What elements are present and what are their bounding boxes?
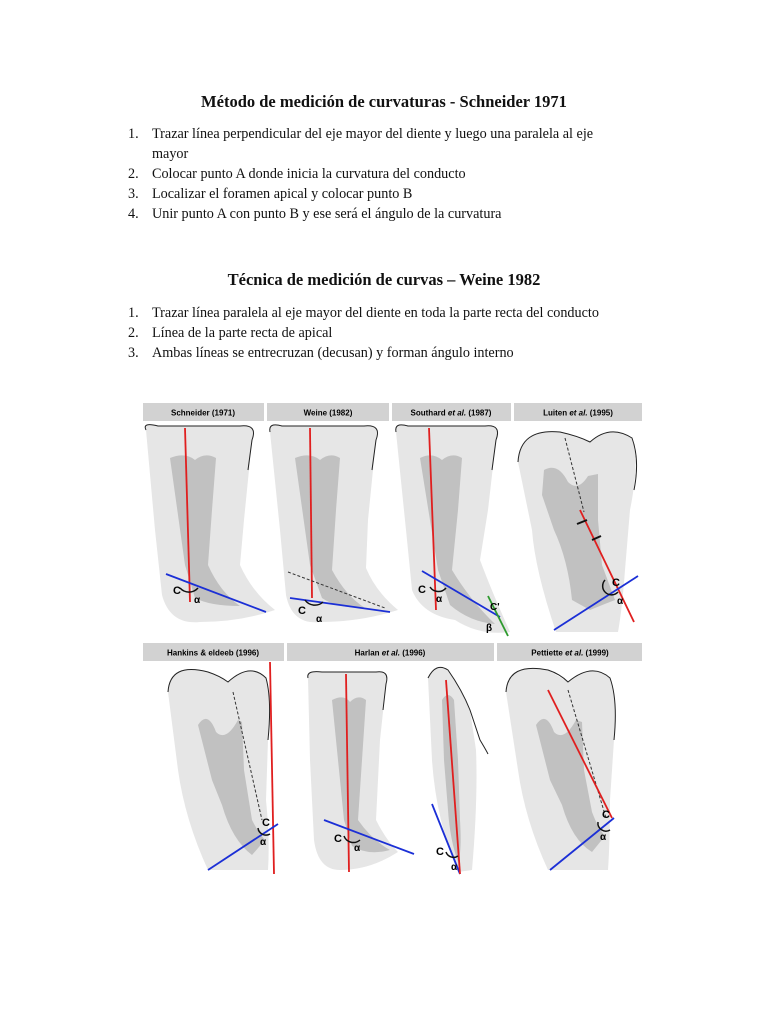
panel-hankins xyxy=(168,662,278,874)
panel-pettiette xyxy=(506,668,615,870)
label-alpha: α xyxy=(451,862,458,873)
header-row-2 xyxy=(143,643,642,661)
section2-title: Técnica de medición de curvas – Weine 1982 xyxy=(227,270,541,289)
panel-luiten xyxy=(518,432,638,632)
label-c-prime: C' xyxy=(490,602,500,613)
label-alpha: α xyxy=(436,594,443,605)
panel-label: Luiten et al. (1995) xyxy=(543,408,613,418)
label-alpha: α xyxy=(617,596,624,607)
label-c: C xyxy=(334,833,342,845)
section1-steps xyxy=(128,124,648,224)
label-alpha: α xyxy=(354,843,361,854)
section2-steps xyxy=(128,303,648,363)
list-item: 2. Colocar punto A donde inicia la curvatura del conducto xyxy=(128,166,466,182)
label-c: C xyxy=(612,577,620,589)
label-c: C xyxy=(418,584,426,596)
label-c: C xyxy=(298,605,306,617)
label-alpha: α xyxy=(600,832,607,843)
label-alpha: α xyxy=(316,614,323,625)
section1-title: Método de medición de curvaturas - Schneider 1971 xyxy=(201,92,567,111)
panel-label: Weine (1982) xyxy=(303,408,353,418)
panel-label: Pettiette et al. (1999) xyxy=(531,648,609,658)
curvature-methods-figure xyxy=(140,400,645,878)
label-alpha: α xyxy=(260,837,267,848)
list-item: 1. Trazar línea paralela al eje mayor del diente en toda la parte recta del conducto xyxy=(128,305,599,321)
panel-weine xyxy=(270,425,398,625)
figure-svg xyxy=(140,400,645,878)
label-c: C xyxy=(262,817,270,829)
label-beta: β xyxy=(486,623,493,634)
label-c: C xyxy=(173,585,181,597)
panel-label: Hankins & eldeeb (1996) xyxy=(166,648,260,658)
label-alpha: α xyxy=(194,595,201,606)
label-c: C xyxy=(602,809,610,821)
panel-label: Harlan et al. (1996) xyxy=(354,648,426,658)
panel-label: Schneider (1971) xyxy=(170,408,236,418)
panel-label: Southard et al. (1987) xyxy=(410,408,492,418)
list-item: 3. Ambas líneas se entrecruzan (decusan) y forman ángulo interno xyxy=(128,345,514,361)
list-item: 1. Trazar línea perpendicular del eje mayor del diente y luego una paralela al eje mayor xyxy=(128,126,594,162)
list-item: 3. Localizar el foramen apical y colocar punto B xyxy=(128,186,413,202)
panel-harlan xyxy=(308,667,488,874)
header-row-1 xyxy=(143,403,642,421)
red-axis-line xyxy=(270,662,274,874)
list-item: 2. Línea de la parte recta de apical xyxy=(128,325,333,341)
label-c: C xyxy=(436,846,444,858)
list-item: 4. Unir punto A con punto B y ese será el ángulo de la curvatura xyxy=(128,206,502,222)
panel-schneider xyxy=(145,425,275,623)
panel-southard xyxy=(396,425,510,636)
